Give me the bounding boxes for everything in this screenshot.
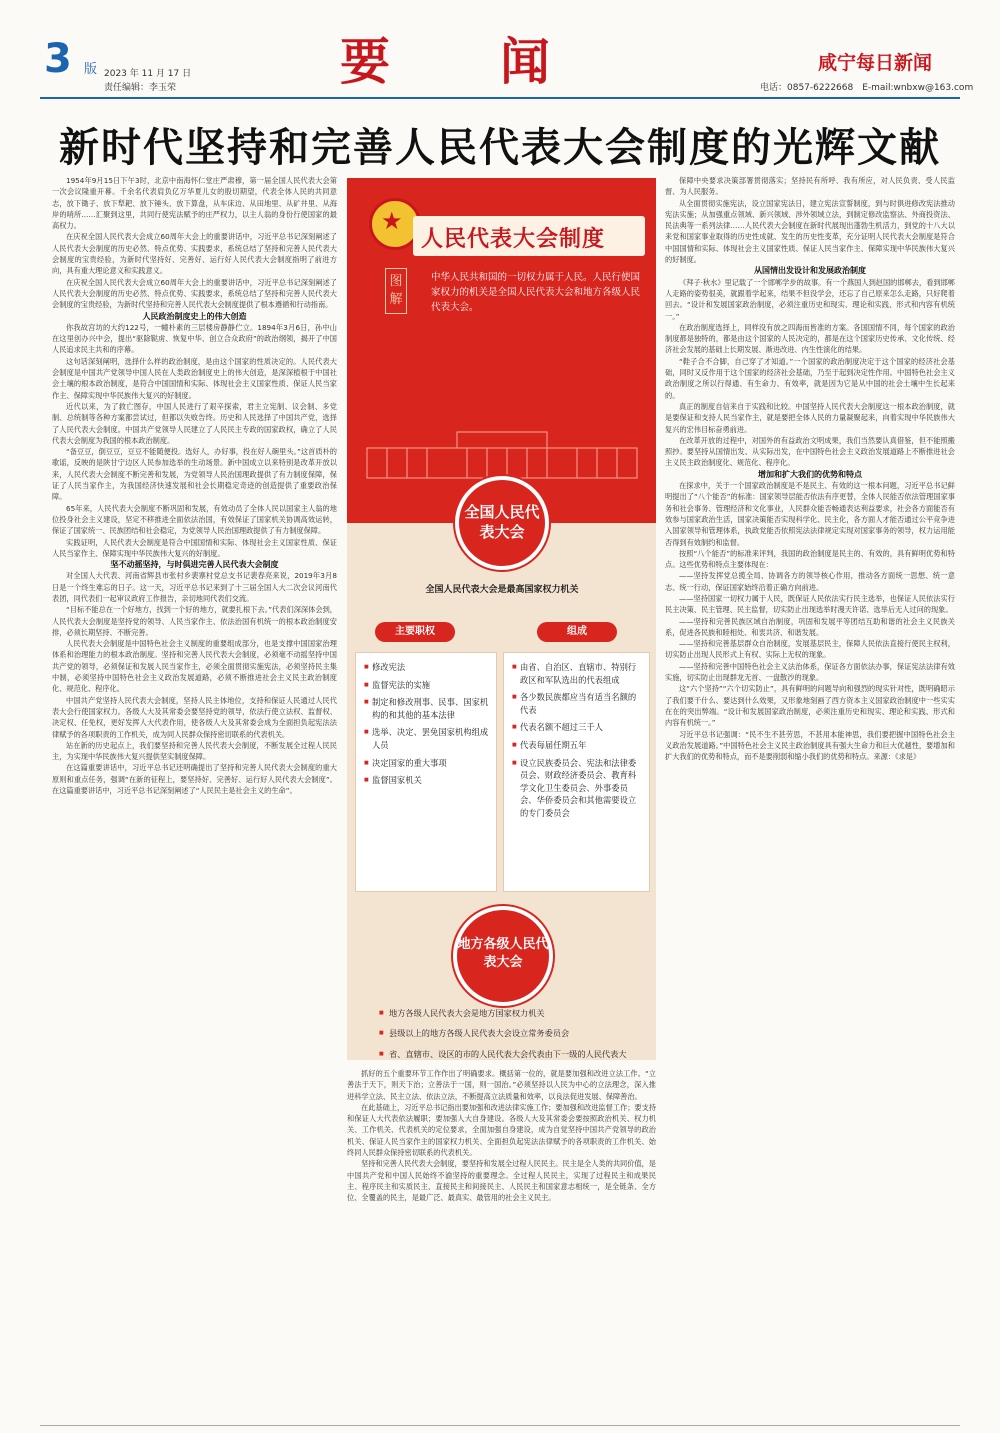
list-item: ■ 选举、决定、罢免国家机构组成人员 — [364, 726, 490, 751]
paragraph: 在庆祝全国人民代表大会成立60周年大会上的重要讲话中，习近平总书记深刻阐述了人民代表大会制度的历史必然、特点优势、实践要求，系统总结了坚持和完善人民代表大会制度的宝贵经验，为新时代坚持和完善人民代表大会制度提供了根本遵循和行动指南。 — [52, 277, 337, 310]
paragraph: 实践证明，人民代表大会制度是符合中国国情和实际、体现社会主义国家性质、保证人民当家作主、保障实现中华民族伟大复兴的好制度。 — [52, 537, 337, 558]
tab-composition: 组成 — [537, 622, 617, 642]
masthead — [0, 0, 1000, 105]
paragraph: 在此基础上，习近平总书记指出要加强和改进法律实施工作；要加强和改进监督工作；要支持和保证人大代表依法履职；要加强人大自身建设。各级人大及其常委会要按照政治机关、权力机关、工作机关、代表机关的定位要求，全面加强自身建设，成为自觉坚持中国共产党领导的政治机关、保证人民当家作主的国家权力机关、全面担负起宪法法律赋予的各项职责的工作机关、始终同人民群众保持密切联系的代表机关。 — [347, 1102, 656, 1158]
paragraph: 按照“八个能否”的标准来评判，我国的政治制度是民主的、有效的，具有鲜明优势和特点。这些优势和特点主要体现在： — [665, 548, 955, 570]
article-column-1 — [52, 175, 337, 1420]
paragraph: “备豆豆，倒豆豆，豆豆不能随便投。选好人，办好事，投在好人碗里头。”这首质朴的歌谣，反映的是陕甘宁边区人民参加选举的生动场景。新中国成立以来特别是改革开放以来，人民代表大会制度不断完善和发展，为党领导人民治国理政提供了有力制度保障，保证了人民当家作主，为我国经济快速发展和社会长期稳定奇迹的创造提供了重要政治保障。 — [52, 447, 337, 502]
list-item: ■ 制定和修改刑事、民事、国家机构的和其他的基本法律 — [364, 696, 490, 721]
paragraph: ——坚持国家一切权力属于人民，既保证人民依法实行民主选举，也保证人民依法实行民主决策、民主管理、民主监督，切实防止出现选举时漫天许诺、选举后无人过问的现象。 — [665, 593, 955, 615]
article-column-2 — [347, 1068, 656, 1420]
local-congress-badge-label: 地方各级人民代表大会 — [457, 937, 549, 970]
list-item: ■ 代表每届任期五年 — [512, 739, 643, 752]
paragraph: 在探求中，关于一个国家政治制度是不是民主、有效的这一根本问题，习近平总书记鲜明提出了“八个能否”的标准：国家领导层能否依法有序更替，全体人民能否依法管理国家事务和社会事务、管理经济和文化事业，人民群众能否畅通表达利益要求，社会各方面能否有效参与国家政治生活，国家决策能否实现科学化、民主化，各方面人才能否通过公平竞争进入国家领导和管理体系，执政党能否依照宪法法律规定实现对国家事务的领导，权力运用能否得到有效制约和监督。 — [665, 481, 955, 547]
paragraph: 在政治制度选择上，同样没有放之四海而皆准的方案。各国国情不同，每个国家的政治制度都是独特的，都是由这个国家的人民决定的，都是在这个国家历史传承、文化传统、经济社会发展的基础上长期发展、渐进改进、内生性演化的结果。 — [665, 322, 955, 355]
contact-info: 电话：0857-6222668 E-mail:wnbxw@163.com — [760, 83, 974, 93]
list-item: ■ 监督宪法的实施 — [364, 679, 490, 692]
npc-caption: 全国人民代表大会是最高国家权力机关 — [425, 585, 579, 595]
paragraph: 对全国人大代表、河南省辉县市张村乡裴寨村党总支书记裴春亮来说，2019年3月8日是一个终生难忘的日子。这一天，习近平总书记来到了十三届全国人大二次会议河南代表团，同代表们一起审议政府工作报告，亲切地同代表们交流。 — [52, 571, 337, 603]
article-column-3 — [665, 175, 955, 1420]
list-item: ■ 县级以上的地方各级人民代表大会设立常务委员会 — [379, 1028, 629, 1039]
paragraph: 真正的制度自信来自于实践和比较。中国坚持人民代表大会制度这一根本政治制度，就是要保证和支持人民当家作主，就是要把全体人民的力量凝聚起来，向着实现中华民族伟大复兴的宏伟目标奋勇前进。 — [665, 401, 955, 434]
duties-box — [355, 652, 497, 892]
article-headline: 新时代坚持和完善人民代表大会制度的光辉文献 — [59, 125, 941, 171]
list-item: ■ 设立民族委员会、宪法和法律委员会、财政经济委员会、教育科学文化卫生委员会、外事委员会、华侨委员会和其他需要设立的专门委员会 — [512, 757, 643, 820]
paragraph: 在庆祝全国人民代表大会成立60周年大会上的重要讲话中，习近平总书记深刻阐述了人民代表大会制度的历史必然、特点优势、实践要求，系统总结了坚持和完善人民代表大会制度的宝贵经验，为新时代坚持好、完善好、运行好人民代表大会制度指明了前进方向，具有重大理论意义和实践意义。 — [52, 232, 337, 276]
national-emblem-icon: ★ — [369, 198, 421, 250]
subheading: 人民政治制度史上的伟大创造 — [142, 311, 247, 321]
list-item: ■ 代表名额不超过三千人 — [512, 721, 643, 734]
paragraph: 65年来，人民代表大会制度不断巩固和发展，有效动员了全体人民以国家主人翁的地位投身社会主义建设，坚定不移推进全面依法治国，有效保证了国家机关协调高效运转，保证了国家统一、民族团结和社会稳定，为党领导人民治国理政提供了有力制度保障。 — [52, 503, 337, 536]
infographic-title: 人民代表大会制度 — [421, 227, 606, 252]
paragraph: ——坚持和完善基层群众自治制度，发展基层民主，保障人民依法直接行使民主权利，切实防止出现人民形式上有权、实际上无权的现象。 — [665, 639, 955, 660]
paragraph: 《拜子·秋水》里记载了一个邯郸学步的故事。有一个燕国人到赵国的邯郸去，看到邯郸人走路的姿势很美，就跟着学起来，结果不但没学会，还忘了自己原来怎么走路，只好爬着回去。“设计和发展国家政治制度，必须注重历史和现实、理论和实践、形式和内容有机统一。” — [665, 277, 955, 321]
list-item: ■ 监督国家机关 — [364, 774, 490, 787]
npc-badge — [455, 476, 549, 570]
paragraph: 这“六个坚持”“六个切实防止”，具有鲜明的问题导向和强烈的现实针对性，既明确昭示了我们要干什么、要达到什么效果，又形象地刻画了西方资本主义国家政治制度中一些实实在在的突出弊端。“设计和发展国家政治制度，必须注重历史和现实、理论和实践、形式和内容有机统一。” — [665, 684, 955, 728]
paragraph: 从全面贯彻实施宪法，设立国家宪法日，建立宪法宣誓制度，到与时俱进修改宪法推动宪法实施；从加强重点领域、新兴领域、涉外领域立法，到制定修改监察法、外商投资法、民法典等一系列法律……人民代表大会制度在新时代展现出蓬勃生机活力，到党的十八大以来党和国家事业取得的历史性成就、发生的历史性变革，充分证明人民代表大会制度是符合中国国情和实际、体现社会主义国家性质、保证人民当家作主、保障实现中华民族伟大复兴的好制度。 — [665, 198, 955, 265]
paragraph: 抓好的五个重要环节工作作出了明确要求。概括第一位的，就是要加强和改进立法工作。“立善法于天下，则天下治；立善法于一国，则一国治。”必须坚持以人民为中心的立法理念，深入推进科学立法、民主立法、依法立法，不断提高立法质量和效率，以良法促进发展、保障善治。 — [347, 1069, 656, 1101]
list-item: ■ 各少数民族都应当有适当名额的代表 — [512, 691, 643, 716]
list-item: ■ 地方各级人民代表大会是地方国家权力机关 — [379, 1008, 629, 1019]
page-number: 3 — [44, 36, 72, 82]
top-rule — [40, 97, 960, 99]
paragraph: “鞋子合不合脚，自己穿了才知道。”一个国家的政治制度决定于这个国家的经济社会基础，同时又反作用于这个国家的经济社会基础，乃至于起到决定性作用。中国特色社会主义政治制度之所以行得通、有生命力、有效率，就是因为它是从中国的社会土壤中生长起来的。 — [665, 356, 955, 400]
paragraph: 这句话深刻阐明，选择什么样的政治制度，是由这个国家的性质决定的。人民代表大会制度是中国共产党领导中国人民在人类政治制度史上的伟大创造，是深深植根于中国社会土壤的根本政治制度，是符合中国国情和实际、体现社会主义国家性质、保证人民当家作主、保障实现中华民族伟大复兴的好制度。 — [52, 356, 337, 400]
subheading: 增加和扩大我们的优势和特点 — [758, 469, 862, 479]
paragraph: ——坚持和完善中国特色社会主义法治体系，保证各方面依法办事，保证宪法法律有效实施，切实防止出现群龙无首、一盘散沙的现象。 — [665, 661, 955, 683]
infographic-tag: 图解 — [385, 268, 407, 314]
infographic — [347, 178, 656, 1060]
paragraph: 1954年9月15日下午3时，北京中南海怀仁堂庄严肃穆，第一届全国人民代表大会第一次会议隆重开幕。千余名代表肩负亿万华夏儿女的殷切期望，代表全体人民的共同意志，放下锄子、放下犁耙、放下锤头、放下算盘，从车床边、从田地里、从矿井里、从海岸的哨所……汇聚到这里，共同行使宪法赋予的庄严权力，以主人翁的身份行使国家的最高权力。 — [52, 176, 337, 231]
paragraph: 在改革开放的过程中，对国外的有益政治文明成果，我们当然要认真借鉴，但不能照搬照抄。要坚持从国情出发、从实际出发，在中国特色社会主义政治发展道路上不断推进社会主义民主政治制度化、规范化、程序化。 — [665, 435, 955, 468]
section-title: 要闻 — [340, 32, 660, 91]
paragraph: 坚持和完善人民代表大会制度，要坚持和发展全过程人民民主。民主是全人类的共同价值，是中国共产党和中国人民始终不渝坚持的重要理念。全过程人民民主，实现了过程民主和成果民主、程序民主和实质民主、直接民主和间接民主、人民民主和国家意志相统一，是全链条、全方位、全覆盖的民主，是最广泛、最真实、最管用的社会主义民主。 — [347, 1159, 656, 1203]
subheading: 坚不动摇坚持，与时俱进完善人民代表大会制度 — [110, 560, 279, 570]
newspaper-name: 咸宁每日新闻 — [818, 52, 933, 74]
paragraph: ——坚持和完善民族区域自治制度，巩固和发展平等团结互助和谐的社会主义民族关系，促进各民族和睦相处、和衷共济、和谐发展。 — [665, 616, 955, 637]
paragraph: 中国共产党坚持人民代表大会制度，坚持人民主体地位，支持和保证人民通过人民代表大会行使国家权力。各级人大及其常委会要坚持党的领导，依法行使立法权、监督权、决定权、任免权，更好发挥人大代表作用，使各级人大及其常委会成为全面担负起宪法法律赋予的各项职责的工作机关，成为同人民群众保持密切联系的代表机关。 — [52, 695, 337, 739]
list-item: ■ 由省、自治区、直辖市、特别行政区和军队选出的代表组成 — [512, 661, 643, 686]
paragraph: “目标不能总在一个好地方，找到一个好的地方，就要扎根下去。”代表们深深体会到，人民代表大会制度是坚持党的领导、人民当家作主、依法治国有机统一的根本政治制度安排，必须长期坚持、不断完善。 — [52, 605, 337, 637]
composition-box — [503, 652, 650, 892]
paragraph: 在这篇重要讲话中，习近平总书记还明确提出了坚持和完善人民代表大会制度的重大原则和重点任务，强调“在新的征程上，要坚持好、完善好、运行好人民代表大会制度”。在这篇重要讲话中，习近平总书记深刻阐述了“人民民主是社会主义的生命”。 — [52, 763, 337, 796]
paragraph: ——坚持发挥党总揽全局、协调各方的领导核心作用，推动各方面统一思想、统一意志、统一行动，保证国家始终沿着正确方向前进。 — [665, 571, 955, 592]
page-number-label: 版 — [84, 62, 98, 77]
list-item: ■ 修改宪法 — [364, 661, 490, 674]
paragraph: 习近平总书记强调：“民不生不甚劳思，不甚用本能神思，我们要把握中国特色社会主义政治发展道路。”中国特色社会主义民主政治制度具有强大生命力和巨大优越性，要增加和扩大我们的优势和特点，而不是要削弱和缩小我们的优势和特点。来源：《求是》 — [665, 729, 955, 762]
paragraph: 你我故宫坊的大约122号，一幢朴素的三层楼房静静伫立。1894年3月6日，孙中山在这里创办兴中会，提出“驱除鞑虏、恢复中华、创立合众政府”的政治纲领，揭开了中国人民追求民主共和的序幕。 — [52, 322, 337, 355]
list-item: ■ 决定国家的重大事项 — [364, 757, 490, 770]
paragraph: 人民代表大会制度是中国特色社会主义制度的重要组成部分，也是支撑中国国家治理体系和治理能力的根本政治制度。坚持和完善人民代表大会制度，必须毫不动摇坚持中国共产党的领导，必须保证和发展人民当家作主，必须全面贯彻实施宪法，必须坚持民主集中制，必须坚持中国特色社会主义政治发展道路，必须不断推进社会主义民主政治制度化、规范化、程序化。 — [52, 639, 337, 694]
subheading: 从国情出发设计和发展政治制度 — [754, 266, 866, 276]
list-item: ■ 省、直辖市、设区的市的人民代表大会代表由下一级的人民代表大 — [379, 1049, 629, 1060]
npc-badge-label: 全国人民代表大会 — [464, 503, 540, 541]
infographic-intro: 中华人民共和国的一切权力属于人民。人民行使国家权力的机关是全国人民代表大会和地方各级人民代表大会。 — [431, 272, 641, 313]
paragraph: 保障中央要求决策部署贯彻落实；坚持民有所呼、我有所应，对人民负责、受人民监督、为人民服务。 — [665, 176, 955, 197]
local-congress-badge — [453, 906, 553, 1006]
bottom-rule — [40, 1425, 960, 1426]
editor-credit: 责任编辑：李玉荣 — [104, 83, 177, 93]
local-congress-list — [379, 1008, 629, 1060]
paragraph: 近代以来，为了救亡图存，中国人民进行了艰辛探索，君主立宪制、议会制、多党制、总统制等各种方案都尝试过，但都以失败告终。历史和人民选择了中国共产党，选择了人民代表大会制度。中国共产党领导人民建立了人民民主专政的国家政权，确立了人民代表大会制度为我国的根本政治制度。 — [52, 401, 337, 445]
paragraph: 站在新的历史起点上，我们要坚持和完善人民代表大会制度，不断发展全过程人民民主，为实现中华民族伟大复兴提供坚实制度保障。 — [52, 740, 337, 762]
tab-main-duties: 主要职权 — [375, 622, 455, 642]
issue-date: 2023 年 11 月 17 日 — [104, 69, 192, 79]
